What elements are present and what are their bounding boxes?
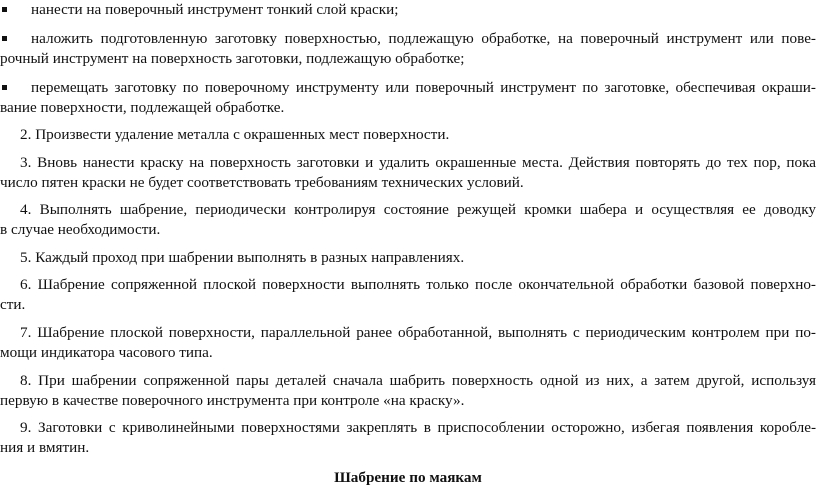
step-6-line-1: 6. Шабрение сопряженной плоской поверхности выполнять только после окончательной обработки базовой поверхно-: [20, 276, 816, 293]
step-7-line-2: мощи индикатора часового типа.: [0, 344, 213, 361]
step-4-line-1: 4. Выполнять шабрение, периодически контролируя состояние режущей кромки шабера и осуществляя ее доводку: [20, 201, 816, 218]
bullet-item-2-line-2: рочный инструмент на поверхность заготовки, подлежащую обработке;: [0, 50, 465, 67]
step-8-line-1: 8. При шабрении сопряженной пары деталей сначала шабрить поверхность одной из них, а затем другой, используя: [20, 372, 816, 389]
step-3-line-2: число пятен краски не будет соответствовать требованиям технических условий.: [0, 174, 524, 191]
bullet-item-3-line-1: перемещать заготовку по поверочному инструменту или поверочный инструмент по заготовке, обеспечивая окраши-: [31, 79, 816, 96]
step-9-line-2: ния и вмятин.: [0, 439, 90, 456]
bullet-square-icon: [2, 78, 10, 98]
bullet-item-2-line-1: наложить подготовленную заготовку поверхностью, подлежащую обработке, на поверочный инструмент или пове-: [31, 30, 816, 47]
step-5-line-1: 5. Каждый проход при шабрении выполнять в разных направлениях.: [20, 249, 465, 266]
step-4-line-2: в случае необходимости.: [0, 221, 161, 238]
step-3-line-1: 3. Вновь нанести краску на поверхность заготовки и удалить окрашенные места. Действия повторять до тех пор, пока: [20, 154, 816, 171]
step-2-line-1: 2. Произвести удаление металла с окрашенных мест поверхности.: [20, 126, 450, 143]
step-7-line-1: 7. Шабрение плоской поверхности, параллельной ранее обработанной, выполнять с периодическим контролем при по-: [20, 324, 816, 341]
bullet-square-icon: [2, 29, 10, 49]
section-heading: Шабрение по маякам: [334, 469, 482, 486]
bullet-item-1-line-1: нанести на поверочный инструмент тонкий слой краски;: [31, 1, 399, 18]
step-9-line-1: 9. Заготовки с криволинейными поверхностями закреплять в приспособлении осторожно, избегая появления коробле-: [20, 419, 816, 436]
bullet-square-icon: [2, 0, 10, 20]
step-6-line-2: сти.: [0, 296, 26, 313]
step-8-line-2: первую в качестве поверочного инструмента при контроле «на краску».: [0, 392, 465, 409]
bullet-item-3-line-2: вание поверхности, подлежащей обработке.: [0, 99, 285, 116]
